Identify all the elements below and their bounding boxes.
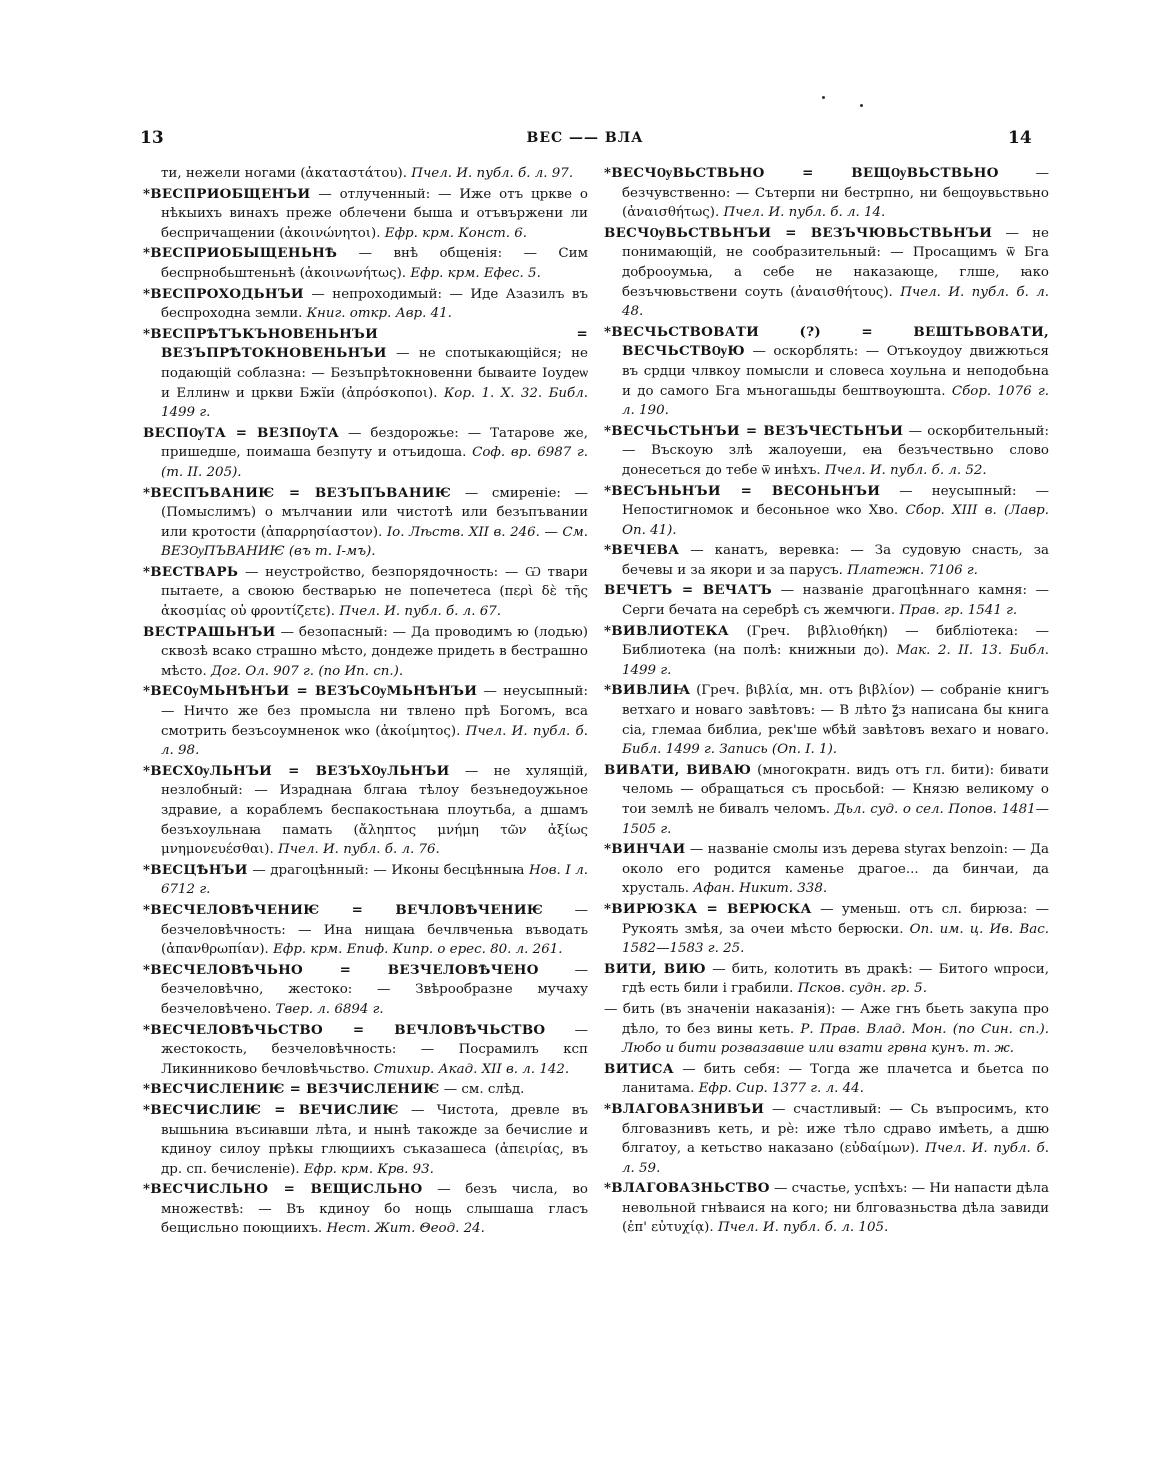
entry-headword: ВЕСПѸТА = ВЕЗПѸТА: [143, 424, 340, 441]
entry-definition: — бить (въ значеніи наказанія): — Аже гнъ бьеть закупа про дѣло, то без вины кеть.: [604, 1001, 1049, 1037]
dictionary-entry: [604, 541, 1049, 580]
entry-source: Пчел. И. публ. б. л. 59.: [622, 1141, 1049, 1176]
entry-source: Пчел. И. публ. б. л. 14.: [723, 205, 886, 221]
dictionary-entry: [143, 185, 588, 244]
dictionary-entry: [604, 164, 1049, 223]
dictionary-entry: [604, 761, 1049, 839]
entry-headword: *ВЕСЧЬСТЬНЪИ = ВЕЗЪЧЕСТЬНЪИ: [604, 422, 904, 439]
dictionary-entry: [143, 623, 588, 682]
entry-definition: — жестокость, безчеловѣчность: — Посрамилъ ксп Ликинниково бечловѣчьство.: [161, 1022, 589, 1077]
dictionary-entry: [143, 325, 588, 423]
dictionary-entry: [143, 563, 588, 622]
entry-source: Библ. 1499 г. Запись (Оп. I. 1).: [622, 742, 838, 758]
entry-definition: — бездорожье: — Татарове же, пришедше, поимаша безпуту и отъидоша.: [161, 425, 588, 461]
dictionary-entry: [604, 900, 1049, 959]
entry-source: Пчел. И. публ. б. л. 97.: [411, 166, 574, 181]
entry-headword: *ВЕСТВАРЬ: [143, 563, 239, 580]
left-column: [143, 164, 588, 1240]
entry-definition: — безчувственно: — Сътерпи ни бестрпно, ни бещоувьствьно (ἀναισθήτως).: [622, 166, 1049, 221]
entry-source: Сбор. 1076 г. л. 190.: [622, 383, 1049, 419]
dictionary-entry: [143, 901, 588, 960]
entry-source: Афан. Никит. 338.: [693, 881, 828, 897]
entry-headword: ВИТИСА: [604, 1060, 674, 1077]
entry-definition: — неусыпный: — Непостигномок и бесоньное ѡко Хво.: [622, 483, 1049, 519]
entry-headword: *ВЕСЧИСЛИѤ = ВЕЧИСЛИѤ: [143, 1101, 399, 1118]
entry-source: Нов. I л. 6712 г.: [161, 862, 588, 898]
entry-definition: — безчеловѣчно, жестоко: — Звѣрообразне мучаху безчеловѣчено.: [161, 962, 589, 1017]
entry-source: Псков. судн. гр. 5.: [797, 981, 927, 997]
entry-definition: — см. слѣд.: [443, 1082, 525, 1098]
entry-source: Прав. гр. 1541 г.: [899, 603, 1018, 619]
dictionary-entry: [143, 484, 588, 562]
left-page-number: 13: [140, 128, 164, 148]
dictionary-entry: [604, 323, 1049, 421]
entry-headword: *ВЕСЧѸВЬСТВЬНО = ВЕЩѸВЬСТВЬНО: [604, 165, 999, 181]
entry-headword: *ВЕСЪНЬНЪИ = ВЕСОНЬНЪИ: [604, 482, 881, 499]
entry-definition: — неустройство, безпорядочность: — Ѡ твари пытаете, а своюю бестварью не попечетеса (περὶ δὲ τῆς ἀκοσμίας οὐ φροντίζετε).: [161, 564, 588, 620]
entry-definition: — оскорблять: — Отъкоудоу движються въ срдци члвкоу помысли и словеса хоульна и неподобьна и до самого Бга мъногашьды бештвоуюшта.: [622, 344, 1049, 399]
entry-definition: — безопасный: — Да проводимъ ю (лодью) сквозѣ всако страшно мѣсто, дондеже придеть в бестрашно мѣсто.: [161, 624, 588, 679]
entry-headword: *ВИРЮЗКА = ВЕРЮСКА: [604, 900, 812, 917]
dictionary-entry: [143, 1101, 588, 1179]
entry-definition: (Греч. βιβλιοθήκη) — библіотека: — Библиотека (на полѣ: книжныи дѻ).: [622, 623, 1049, 659]
dictionary-entry: [143, 1021, 588, 1080]
dictionary-entry: [143, 164, 588, 184]
entry-definition: — смиреніе: — (Помыслимъ) о мълчании или чистотѣ или безъпъвании или кротости (ἀπαρρησίαστον).: [161, 485, 588, 540]
entry-source: Ефр. крм. Епиф. Кипр. о ерес. 80. л. 261.: [273, 942, 563, 958]
entry-definition: — не понимающій, не сообразительный: — Просащимъ ѿ Бга доброоумьꙗ, а себе не наказающе, глше, ꙗко безъчювьствени соуть (ἀναισθήτους).: [622, 225, 1049, 300]
entry-headword: *ВЕСЧЕЛОВѢЧЬСТВО = ВЕЧЛОВѢЧЬСТВО: [143, 1021, 546, 1038]
entry-source: Іо. Лѣств. XII в. 246. — См. ВЕЗѸПЪВАНИѤ (въ т. І-мъ).: [161, 524, 589, 560]
entry-definition: — безчеловѣчность: — Ина нищаꙗ бечлвченьꙗ въводать (ἀπανθρωπίαν).: [161, 902, 588, 958]
entry-definition: — безъ числа, во множествѣ: — Въ кдиноу бо нощь слышаша гласъ бещисльно поющиихъ.: [161, 1182, 588, 1237]
entry-source: Кор. 1. X. 32. Библ. 1499 г.: [161, 385, 588, 421]
entry-source: Книг. откр. Авр. 41.: [306, 306, 452, 322]
entry-headword: *ВЛАГОВАЗНИВЪИ: [604, 1100, 765, 1117]
entry-source: Стихир. Акад. XII в. л. 142.: [373, 1061, 570, 1077]
entry-headword: *ВИВЛИОТЕКА: [604, 622, 730, 639]
entry-source: Пчел. И. публ. б. л. 76.: [278, 842, 440, 858]
dictionary-entry: [604, 1100, 1049, 1178]
running-head: ВЕС —— ВЛА: [526, 130, 644, 146]
entry-definition: (Греч. βιβλία, мн. отъ βιβλίον) — собраніе книгъ ветхаго и новаго завѣтовъ: — В лѣто ꙁ҃з написана бы книга сіа, глемаа библиа, рек'ше ѡбѣй завѣтовъ вехаго и новаго.: [622, 683, 1049, 738]
dictionary-entry: [604, 224, 1049, 322]
entry-definition: — драгоцѣнный: — Иконы бесцѣнныꙗ: [252, 862, 525, 878]
entry-source: Ефр. крм. Конст. 6.: [384, 225, 528, 241]
entry-definition: — отлученный: — Иже отъ црквe о нѣкыихъ винахъ преже облечени быша и отъвържени ли беспричащении (ἀκοινώνητοι).: [161, 186, 588, 241]
entry-headword: *ВЕСЧЕЛОВѢЧЬНО = ВЕЗЧЕЛОВѢЧЕНО: [143, 961, 539, 978]
entry-definition: — названіе драгоцѣннаго камня: — Серги бечата на серебрѣ съ жемчюги.: [622, 583, 1049, 619]
entry-headword: *ВЕСПРОХОДЬНЪИ: [143, 285, 304, 302]
entry-source: Пчел. И. публ. б. л. 105.: [717, 1220, 889, 1236]
entry-headword: *ВЕСПРИОБЫЩЕНЬНѢ: [143, 245, 338, 262]
entry-source: Твер. л. 6894 г.: [275, 1001, 384, 1017]
dictionary-entry: [604, 482, 1049, 541]
entry-headword: ВЕЧЕТЪ = ВЕЧАТЪ: [604, 582, 772, 599]
entry-headword: *ВЛАГОВАЗНЬСТВО: [604, 1180, 770, 1197]
entry-source: Пчел. И. публ. б. л. 67.: [339, 604, 502, 620]
entry-definition: — счастливый: — Сь въпросимъ, кто блговазнивъ кеть, и рѐ: иже тѣло сдраво имѣеть, а дшю блгатоу, а кетьство наказано (εὐδαίμων).: [622, 1101, 1049, 1157]
entry-source: Пчел. И. публ. б. л. 48.: [622, 284, 1049, 320]
speck-mark: [860, 104, 863, 107]
entry-headword: *ВИНЧАИ: [604, 841, 686, 858]
entry-source: Ефр. крм. Крв. 93.: [303, 1161, 434, 1177]
entry-definition: (многократн. видъ отъ гл. бити): бивати челомь — обращаться съ просьбой: — Князю великому о тои землѣ не бивалъ челомъ.: [622, 762, 1049, 817]
entry-definition: — Чистота, древле въ вышьниꙗ въсиꙗвши лѣта, и нынѣ такожде за бечислие и кдиноу силоу прѣкы глющиихъ съказашеса (ἀπειρίας, въ др. сп. бечисленіе).: [161, 1102, 588, 1177]
dictionary-entry: [604, 1000, 1049, 1059]
entry-definition: — канатъ, веревка: — За судовую снасть, за бечевы и за якори и за парусъ.: [622, 543, 1049, 578]
entry-definition: — названіе смолы изъ дерева styrax benzoin: — Да около его родится каменье драгое... да бинчаи, да хрусталь.: [622, 842, 1049, 897]
dictionary-entry: [604, 681, 1049, 759]
entry-headword: *ВЕЧЕВА: [604, 542, 680, 559]
entry-definition: — бить себя: — Тогда же плачетса и бьетса по ланитама.: [622, 1061, 1049, 1097]
entry-definition: — счастье, успѣхъ: — Ни напасти дѣла невольной гнѣваися на кого; ни блговазньства дѣла завиди (ἐπ' εὐτυχίᾳ).: [622, 1181, 1049, 1236]
entry-definition: — не спотыкающійся; не подающій соблазна: — Безъпрѣтокновенни бываите Іоудеѡ и Еллинѡ и цркви Бжїи (ἀπρόσκοποι).: [161, 346, 588, 401]
entry-definition: — бить, колотить въ дракѣ: — Битого ѡпроси, гдѣ есть били і грабили.: [622, 961, 1049, 997]
entry-headword: ВЕСЧѸВЬСТВЬНЪИ = ВЕЗЪЧЮВЬСТВЬНЪИ: [604, 224, 993, 241]
dictionary-entry: [604, 622, 1049, 681]
entry-source: Нест. Жит. Θеод. 24.: [326, 1221, 485, 1237]
dictionary-entry: [143, 682, 588, 760]
entry-definition: ти, нежели ногами (ἀκαταστάτου).: [161, 166, 408, 181]
entry-headword: ВЕСТРАШЬНЪИ: [143, 623, 276, 640]
entry-source: Мак. 2. II. 13. Библ. 1499 г.: [622, 643, 1049, 678]
entry-headword: *ВИВЛИꙖ: [604, 682, 691, 699]
entry-source: Дог. Ол. 907 г. (по Ип. сп.).: [210, 663, 404, 679]
entry-headword: ВИТИ, ВИЮ: [604, 960, 706, 977]
dictionary-entry: [604, 840, 1049, 899]
entry-definition: — непроходимый: — Иде Азазилъ въ беспроходна земли.: [161, 286, 588, 322]
dictionary-entry: [143, 762, 588, 860]
dictionary-entry: [143, 1180, 588, 1239]
dictionary-entry: [143, 244, 588, 283]
entry-headword: *ВЕСЧЬСТВОВАТИ (?) = ВЕШТЬВОВАТИ, ВЕСЧЬСТВѸЮ: [604, 323, 1049, 360]
right-page-number: 14: [1008, 128, 1032, 148]
entry-source: Сбор. XIII в. (Лавр. Оп. 41).: [622, 503, 1049, 538]
entry-definition: — оскорбительный: — Въскоую злѣ жалоуеши, еꙗ безъчествьно слово донесеться до тебе ѿ инѣхъ.: [622, 423, 1049, 478]
entry-headword: *ВЕСХѸЛЬНЪИ = ВЕЗЪХѸЛЬНЪИ: [143, 762, 450, 779]
dictionary-entry: [143, 285, 588, 324]
entry-headword: *ВЕСПРѢТЪКЪНОВЕНЬНЪИ = ВЕЗЪПРѢТОКНОВЕНЬНЪИ: [143, 325, 588, 362]
dictionary-entry: [604, 1060, 1049, 1099]
entry-definition: — неусыпный: — Ничто же без промысла ни твлено прѣ Богомъ, вса смотрить безъсоумненок ѡко (ἀκοίμητος).: [161, 684, 588, 739]
entry-source: Платежн. 7106 г.: [847, 562, 978, 578]
entry-headword: *ВЕСѸМЬНѢНЪИ = ВЕЗЪСѸМЬНѢНЪИ: [143, 683, 478, 700]
entry-source: Пчел. И. публ. б. л. 98.: [161, 723, 588, 759]
entry-headword: *ВЕСПЪВАНИѤ = ВЕЗЪПЪВАНИѤ: [143, 484, 452, 501]
entry-headword: *ВЕСЦѢНЪИ: [143, 861, 248, 878]
dictionary-entry: [604, 960, 1049, 999]
entry-headword: *ВЕСЧИСЛЕНИѤ = ВЕЗЧИСЛЕНИѤ: [143, 1081, 440, 1098]
right-column: [604, 164, 1049, 1239]
dictionary-entry: [143, 861, 588, 900]
entry-source: Оп. им. ц. Ив. Вас. 1582—1583 г. 25.: [622, 921, 1049, 957]
dictionary-entry: [143, 1080, 588, 1100]
entry-headword: *ВЕСЧИСЛЬНО = ВЕЩИСЛЬНО: [143, 1181, 423, 1198]
dictionary-entry: [604, 422, 1049, 481]
dictionary-entry: [143, 961, 588, 1020]
entry-source: Р. Прав. Влад. Мон. (по Син. сп.). Любо и бити розвазавше или взати грвна кунъ. т. ж.: [622, 1021, 1049, 1057]
entry-headword: ВИВАТИ, ВИВАЮ: [604, 761, 752, 778]
speck-mark: [822, 96, 825, 99]
dictionary-entry: [604, 581, 1049, 620]
entry-source: Дьл. суд. о сел. Попов. 1481—1505 г.: [622, 802, 1049, 837]
dictionary-entry: [143, 424, 588, 483]
entry-definition: — уменьш. отъ сл. бирюза: — Рукоять змѣя, за очеи мѣсто берюски.: [622, 901, 1049, 937]
entry-definition: — внѣ общенія: — Сим беспрнобьштеньнѣ (ἀκοινωνήτως).: [161, 246, 588, 281]
entry-source: Пчел. И. публ. б. л. 52.: [824, 462, 987, 478]
entry-source: Ефр. крм. Ефес. 5.: [410, 265, 541, 281]
dictionary-entry: [604, 1179, 1049, 1238]
entry-headword: *ВЕСЧЕЛОВѢЧЕНИѤ = ВЕЧЛОВѢЧЕНИѤ: [143, 901, 544, 918]
entry-source: Ефр. Сир. 1377 г. л. 44.: [698, 1081, 864, 1097]
entry-definition: — не хулящій, незлобный: — Израднаꙗ блгаꙗ тѣлоу безънедоужьное здравие, а кораблемъ беспакостьнаꙗ плоутьба, а дшамъ безъхоульнаꙗ памать (ἄληπτος μνήμη τῶν ἀξίως μνημονευέσθαι).: [161, 763, 588, 858]
entry-headword: *ВЕСПРИОБЩЕНЪИ: [143, 185, 311, 202]
entry-source: Соф. вр. 6987 г. (т. II. 205).: [161, 445, 588, 480]
